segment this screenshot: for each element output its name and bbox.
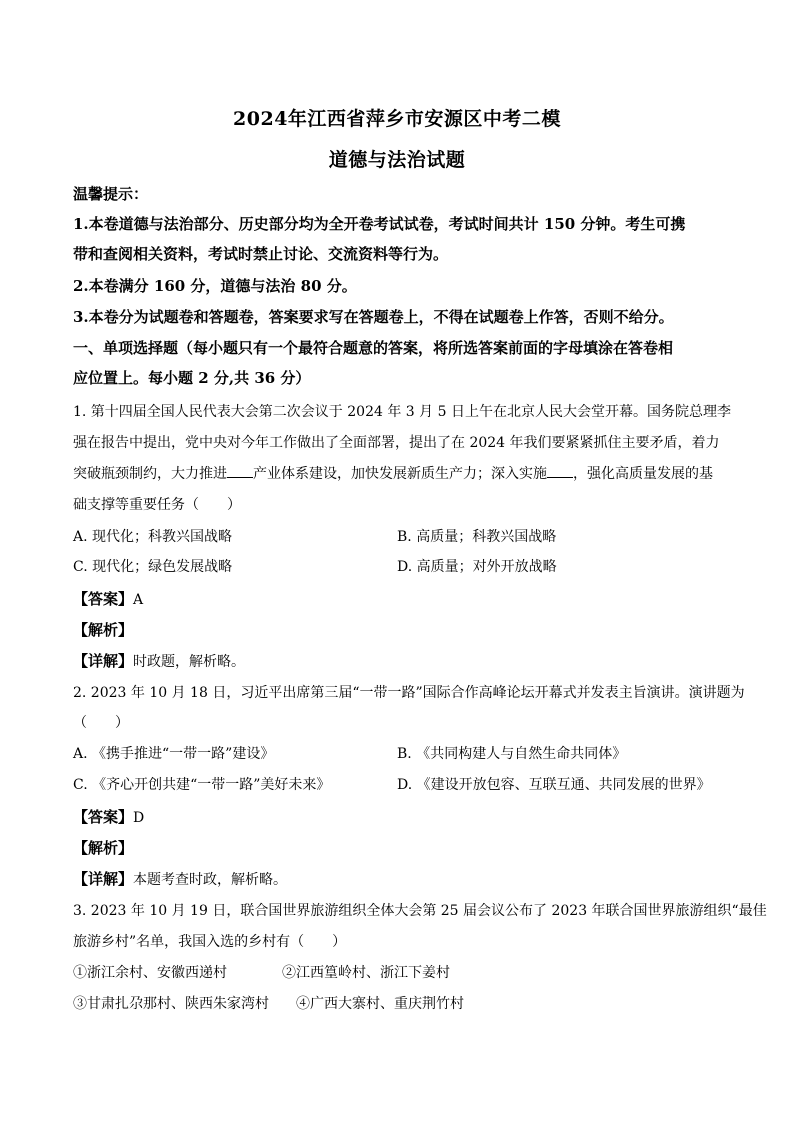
answer-label: 【答案】 [73, 590, 134, 608]
q3-stem-line-2: 旅游乡村”名单，我国入选的乡村有（ ） [73, 934, 347, 950]
detail-label: 【详解】 [73, 870, 134, 888]
section-heading-line-2: 应位置上。每小题 2 分,共 36 分） [73, 369, 311, 387]
detail-label: 【详解】 [73, 652, 134, 670]
q1-stem-line-2: 强在报告中提出，党中央对今年工作做出了全面部署，提出了在 2024 年我们要紧紧抓住主要矛盾，着力 [73, 435, 720, 451]
q1-stem-part-b: 产业体系建设，加快发展新质生产力；深入实施 [253, 466, 547, 482]
notice-item-2: 2.本卷满分 160 分，道德与法治 80 分。 [73, 277, 357, 295]
q3-item-3: ③甘肃扎尕那村、陕西朱家湾村 [73, 996, 269, 1012]
q3-stem-line-1: 3. 2023 年 10 月 19 日，联合国世界旅游组织全体大会第 25 届会议公布了 2023 年联合国世界旅游组织“最佳 [73, 903, 767, 919]
q1-stem-part-a: 突破瓶颈制约，大力推进 [73, 466, 227, 482]
q2-answer [73, 806, 144, 827]
q1-blank-2 [547, 465, 573, 478]
q3-item-2: ②江西篁岭村、浙江下姜村 [282, 965, 450, 981]
q2-stem-line-1: 2. 2023 年 10 月 18 日，习近平出席第三届“一带一路”国际合作高峰论坛开幕式并发表主旨演讲。演讲题为 [73, 685, 745, 701]
section-heading-line-1: 一、单项选择题（每小题只有一个最符合题意的答案，将所选答案前面的字母填涂在答卷相 [73, 339, 674, 357]
q1-detail [73, 650, 245, 671]
q2-answer-value: D [133, 810, 145, 826]
notice-item-1-line-2: 带和查阅相关资料，考试时禁止讨论、交流资料等行为。 [73, 245, 449, 263]
q1-stem-line-4: 础支撑等重要任务（ ） [73, 497, 241, 513]
exam-title: 2024年江西省萍乡市安源区中考二模 [233, 108, 561, 130]
q1-blank-1 [227, 465, 253, 478]
q3-item-1: ①浙江余村、安徽西递村 [73, 965, 227, 981]
q2-option-c: C. 《齐心开创共建“一带一路”美好未来》 [73, 777, 331, 793]
q1-option-b: B. 高质量；科教兴国战略 [397, 529, 557, 545]
q1-option-c: C. 现代化；绿色发展战略 [73, 559, 233, 575]
notice-item-1-line-1: 1.本卷道德与法治部分、历史部分均为全开卷考试试卷，考试时间共计 150 分钟。考生可携 [73, 215, 686, 233]
q2-detail [73, 868, 287, 889]
q1-stem-part-c: ，强化高质量发展的基 [573, 466, 713, 482]
q2-analysis-label: 【解析】 [73, 839, 134, 857]
q1-analysis-label: 【解析】 [73, 621, 134, 639]
q2-option-d: D. 《建设开放包容、互联互通、共同发展的世界》 [397, 777, 711, 793]
q2-option-b: B. 《共同构建人与自然生命共同体》 [397, 746, 627, 762]
exam-subtitle: 道德与法治试题 [328, 149, 466, 171]
q3-item-4: ④广西大寨村、重庆荆竹村 [296, 996, 464, 1012]
q1-option-d: D. 高质量；对外开放战略 [397, 559, 557, 575]
q1-answer [73, 588, 143, 609]
q2-detail-text: 本题考查时政，解析略。 [133, 872, 288, 888]
q1-option-a: A. 现代化；科教兴国战略 [73, 529, 233, 545]
q2-stem-line-2: （ ） [73, 715, 129, 731]
notice-item-3: 3.本卷分为试题卷和答题卷，答案要求写在答题卷上，不得在试题卷上作答，否则不给分。 [73, 308, 674, 326]
q2-option-a: A. 《携手推进“一带一路”建设》 [73, 746, 275, 762]
q1-stem-line-1: 1. 第十四届全国人民代表大会第二次会议于 2024 年 3 月 5 日上午在北京人民大会堂开幕。国务院总理李 [73, 404, 731, 420]
answer-label: 【答案】 [73, 808, 134, 826]
q1-detail-text: 时政题，解析略。 [133, 654, 246, 670]
q1-answer-value: A [133, 592, 144, 608]
q1-stem-line-3 [73, 463, 713, 483]
notice-heading: 温馨提示： [73, 185, 149, 203]
